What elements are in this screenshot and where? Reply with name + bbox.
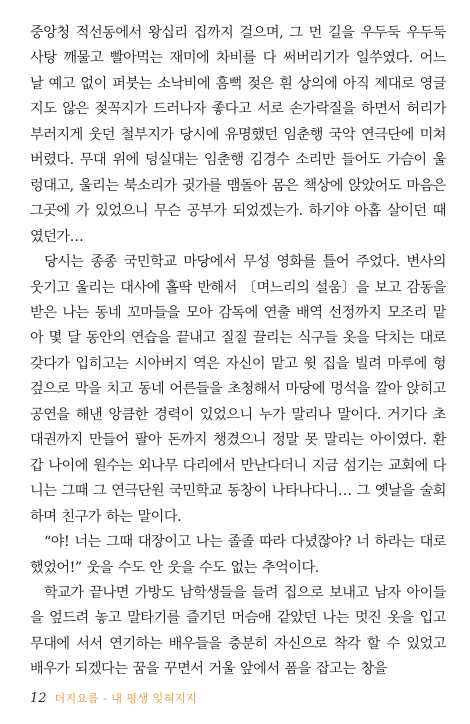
page-number: 12 xyxy=(30,691,47,706)
paragraph-2: 당시는 종종 국민학교 마당에서 무성 영화를 틀어 주었다. 변사의 웃기고 울리는 대사에 홀딱 반해서 〔며느리의 설움〕을 보고 감동을 받은 나는 동네 꼬마들을 모아 감독에 연출 배역 선정까지 모조리 맡아 몇 달 동안의 연습을 끝내고 질질 끌리는 식구들 옷을 닥치는 대로 갖다가 입히고는 시아버지 역은 자신이 맡고 윗 집을 빌려 마루에 헝겊으로 막을 치고 동네 어른들을 초청해서 마당에 멍석을 깔아 앉히고 공연을 해낸 앙큼한 경력이 있었으니 누가 말리나 말이다. 거기다 초대권까지 만들어 팔아 돈까지 챙겼으니 정말 못 말리는 아이였다. 환갑 나이에 원수는 외나무 다리에서 만난다더니 지금 섬기는 교회에 다니는 그때 그 연극단원 국민학교 동창이 나타나다니… 그 옛날을 술회하며 친구가 하는 말이다. xyxy=(30,254,446,525)
paragraph-4: 학교가 끝나면 가방도 남학생들을 들려 집으로 보내고 남자 아이들을 엎드려 놓고 말타기를 즐기던 머슴애 같았던 나는 멋진 옷을 입고 무대에 서서 연기하는 배우들을 충분히 자신으로 착각 할 수 있었고 배우가 되겠다는 꿈을 꾸면서 거울 앞에서 폼을 잡고는 창을 xyxy=(30,584,446,678)
body-text xyxy=(30,21,446,683)
paragraph-3: “야! 너는 그때 대장이고 나는 졸졸 따라 다녔잖아? 너 하라는 대로 했었어!” 웃을 수도 안 웃을 수도 없는 추억이다. xyxy=(30,534,446,576)
running-title: 더지요름 - 내 평생 잊혀지지 xyxy=(54,692,198,705)
page-footer xyxy=(30,690,197,710)
paragraph-1: 중앙청 적선동에서 왕십리 집까지 걸으며, 그 먼 길을 우두둑 우두둑 사탕 깨물고 빨아먹는 재미에 차비를 다 써버리기가 일쑤였다. 어느 날 예고 없이 퍼붓는 소낙비에 흠뻑 젖은 흰 상의에 아직 제대로 영글지도 않은 젖꼭지가 드러나자 좋다고 서로 손가락질을 하면서 허리가 부러지게 웃던 철부지가 당시에 유명했던 임춘행 국악 연극단에 미쳐버렸다. 무대 위에 덩실대는 임춘행 김경수 소리만 들어도 가슴이 울렁대고, 울리는 북소리가 귓가를 맴돌아 몸은 책상에 앉았어도 마음은 그곳에 가 있었으니 무슨 공부가 되었겠는가. 하기야 아홉 살이던 때였던가… xyxy=(30,25,446,245)
